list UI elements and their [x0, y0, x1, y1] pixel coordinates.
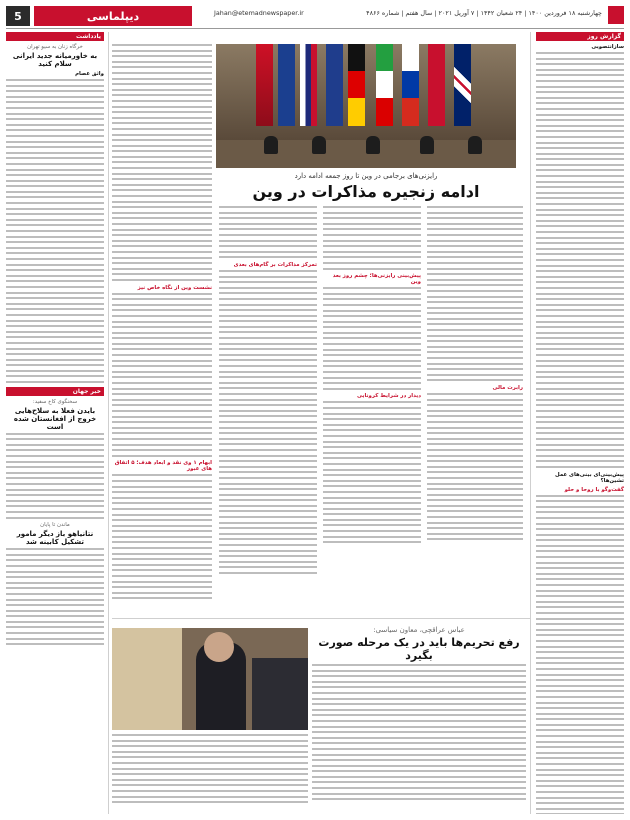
main-headline: ادامه زنجیره مذاکرات در وین — [252, 182, 480, 201]
newspaper-logo-icon — [608, 6, 624, 24]
right-column-body — [536, 52, 624, 468]
page-header — [6, 6, 624, 26]
main-sub-forecast: پیش‌بینی رایزنی‌ها؛ چشم روز بعد وین — [332, 273, 421, 286]
left-column — [6, 32, 104, 814]
right-bottom-sub: گفت‌وگو با روحا و حلو — [564, 486, 624, 493]
left-kicker-3: ماندن تا پایان — [40, 522, 70, 529]
world-news-label: خبر جهان — [6, 387, 104, 396]
story-divider — [112, 618, 530, 619]
lower-headline: رفع تحریم‌ها باید در یک مرحله صورت بگیرد — [318, 636, 520, 662]
left-headline-2: بایدن فعلا به سلاح‌هایی خروج از افغانستان شده است — [13, 406, 97, 431]
left-headline-1: به خاورمیانه جدید ایرانی سلام کنید — [12, 52, 98, 68]
main-sub-covid: دیدار در شرایط کرونایی — [356, 393, 421, 400]
right-column-body-2 — [536, 495, 624, 814]
issue-info: چهارشنبه ۱۸ فروردین ۱۴۰۰ | ۲۴ شعبان ۱۴۴۲ | ۷ آوریل ۲۰۲۱ | سال هفتم | شماره ۴۸۶۶ — [366, 9, 602, 17]
lower-story-body-2 — [112, 734, 308, 814]
report-section-label: گزارش روز — [536, 32, 624, 41]
lower-kicker: عباس عراقچی، معاون سیاسی: — [373, 626, 465, 634]
left-column-divider — [108, 32, 109, 814]
main-story-col-3 — [219, 206, 317, 612]
email-address[interactable]: Jahan@etemadnewspaper.ir — [214, 9, 304, 17]
araghchi-photo — [112, 628, 308, 730]
main-sub-robert-malley: رابرت مالی — [492, 385, 523, 391]
left-author-1: واثق عصام — [75, 71, 104, 77]
section-band — [34, 6, 192, 26]
main-kicker: رایزنی‌های برجامی در وین تا روز جمعه ادامه دارد — [294, 172, 438, 180]
main-headline-block — [216, 170, 516, 201]
lower-headline-block — [312, 624, 526, 664]
main-story-col-1 — [427, 206, 523, 612]
main-sub-focus: تمرکز مذاکرات بر گام‌های بعدی — [233, 261, 317, 268]
left-kicker-1: خرگاه زنان به سیو تهران — [27, 44, 83, 50]
left-kicker-2: سخنگوی کاخ سفید: — [32, 398, 78, 405]
section-title: دیپلماسی — [86, 9, 140, 23]
right-column — [536, 32, 624, 814]
page-number: 5 — [6, 6, 30, 26]
main-story-col-4 — [112, 44, 212, 612]
header-divider — [6, 28, 624, 29]
negotiation-photo — [216, 44, 516, 168]
right-bottom-head: پیش‌بینی‌ای بینی‌های عمل تشین‌ها؟ — [555, 471, 624, 484]
main-story-col-2 — [323, 206, 421, 612]
lower-story-body — [312, 664, 526, 814]
column-divider — [530, 32, 531, 814]
note-section-label: یادداشت — [6, 32, 104, 41]
main-sub-ambiguity: ابهام ۱ وی نقد و ابعاد هدف؛ ۵ اتفاق های عبور — [114, 460, 212, 473]
right-subhead: سازانتصوبی — [591, 44, 624, 50]
main-sub-vienna-view: نشست وین از نگاه خاص نیز — [137, 284, 212, 291]
left-headline-3: نتانیاهو باز دیگر مامور تشکیل کابینه شد — [16, 530, 94, 547]
